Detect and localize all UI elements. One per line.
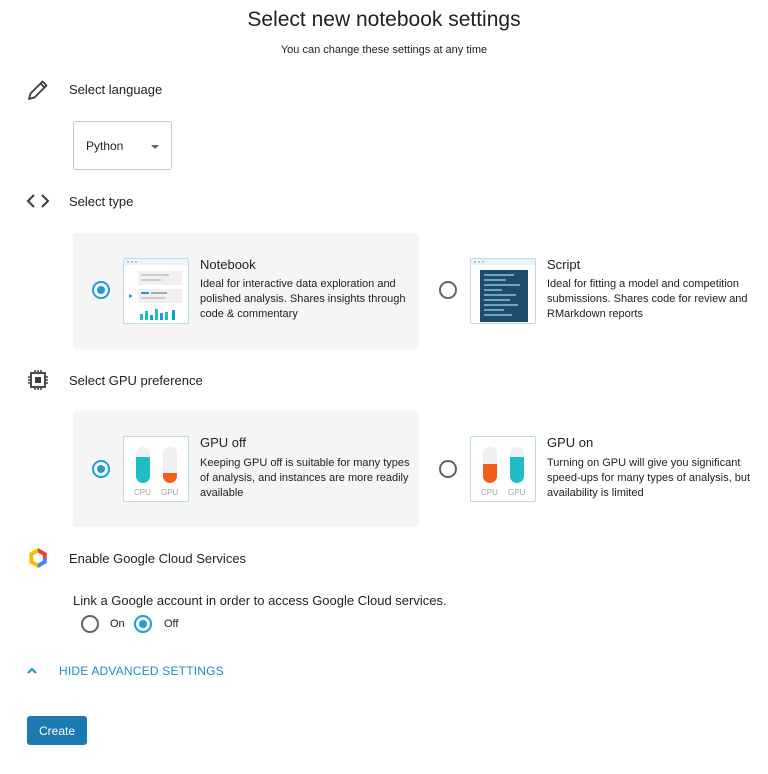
gpu-off-cpu-label: CPU [134, 488, 151, 497]
cloud-section-label: Enable Google Cloud Services [69, 551, 247, 566]
chip-icon [26, 368, 50, 392]
gpu-off-desc: Keeping GPU off is suitable for many types of analysis, and instances are more readily available [200, 457, 410, 499]
gpu-off-thumbnail [123, 436, 189, 502]
notebook-radio[interactable] [92, 281, 110, 299]
cloud-off-radio[interactable] [134, 615, 152, 633]
type-section-label: Select type [69, 194, 134, 209]
cloud-on-radio[interactable] [81, 615, 99, 633]
type-card-notebook[interactable] [73, 233, 419, 349]
gpu-on-cpu-label: CPU [481, 488, 498, 497]
language-select-value: Python [86, 139, 124, 153]
gpu-card-on[interactable] [420, 411, 766, 527]
notebook-desc: Ideal for interactive data exploration and polished analysis. Shares insights through code & commentary [200, 278, 406, 320]
create-button[interactable]: Create [27, 716, 87, 745]
gpu-on-title: GPU on [547, 435, 594, 450]
gpu-card-off[interactable] [73, 411, 419, 527]
notebook-title: Notebook [200, 257, 256, 272]
chevron-up-icon [26, 665, 38, 677]
pencil-icon [26, 78, 50, 102]
gpu-off-radio[interactable] [92, 460, 110, 478]
script-radio[interactable] [439, 281, 457, 299]
page-title: Select new notebook settings [247, 8, 521, 31]
cloud-off-label: Off [164, 618, 179, 630]
cloud-description: Link a Google account in order to access Google Cloud services. [73, 593, 447, 608]
notebook-thumbnail [123, 258, 189, 324]
gpu-on-desc: Turning on GPU will give you significant speed-ups for many types of analysis, but availability is limited [547, 457, 750, 499]
code-brackets-icon [26, 189, 50, 213]
cloud-on-label: On [110, 618, 125, 630]
page-subtitle: You can change these settings at any time [280, 44, 488, 56]
gpu-section-label: Select GPU preference [69, 373, 203, 388]
dropdown-arrow-icon [151, 145, 159, 149]
script-thumbnail [470, 258, 536, 324]
google-cloud-icon [26, 546, 50, 570]
gpu-on-radio[interactable] [439, 460, 457, 478]
language-section-label: Select language [69, 82, 163, 97]
gpu-off-title: GPU off [200, 435, 247, 450]
type-card-script[interactable] [420, 233, 766, 349]
script-title: Script [547, 257, 581, 272]
gpu-off-gpu-label: GPU [161, 488, 179, 497]
hide-advanced-settings-toggle[interactable] [26, 662, 224, 680]
hide-advanced-settings-label: HIDE ADVANCED SETTINGS [59, 664, 224, 678]
gpu-on-gpu-label: GPU [508, 488, 526, 497]
script-desc: Ideal for fitting a model and competition submissions. Shares code for review and RMarkdown reports [547, 278, 748, 320]
gpu-on-thumbnail [470, 436, 536, 502]
language-select[interactable] [73, 121, 172, 170]
